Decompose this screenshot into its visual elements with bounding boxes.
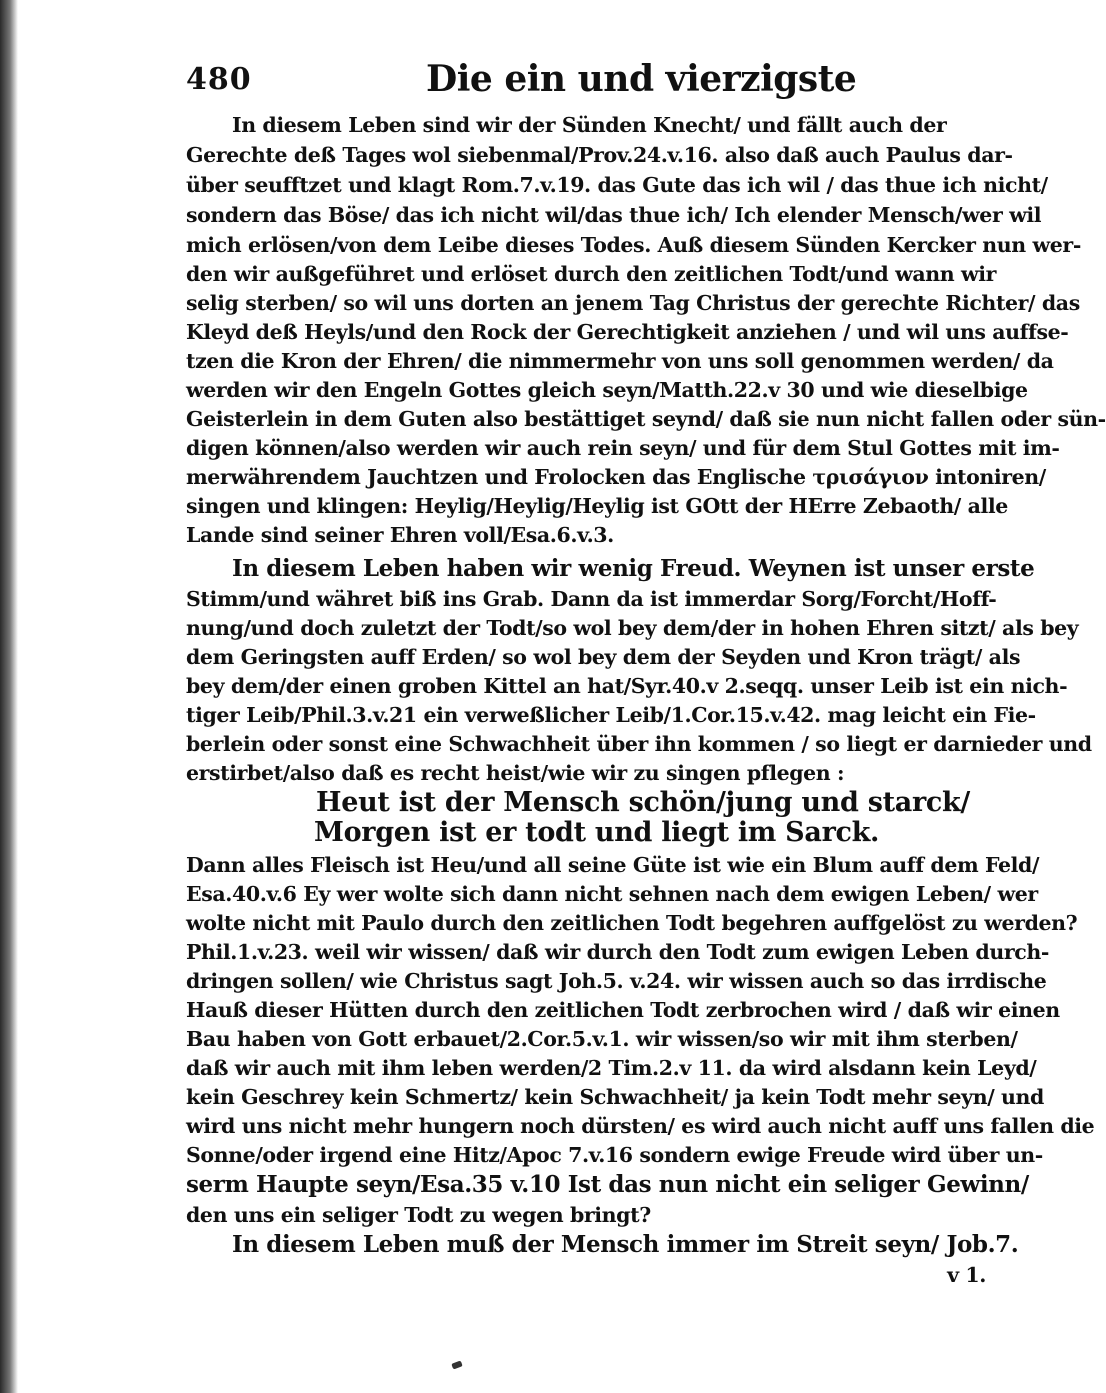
text-line: singen und klingen: Heylig/Heylig/Heylig ist GOtt der HErre Zebaoth/ alle xyxy=(186,494,1008,518)
text-line: den uns ein seliger Todt zu wegen bringt? xyxy=(186,1203,651,1227)
page-number: 480 xyxy=(186,62,252,97)
text-line: tiger Leib/Phil.3.v.21 ein verweßlicher Leib/1.Cor.15.v.42. mag leicht ein Fie- xyxy=(186,703,1036,727)
text-line: digen können/also werden wir auch rein seyn/ und für dem Stul Gottes mit im- xyxy=(186,436,1060,460)
text-line: werden wir den Engeln Gottes gleich seyn/Matth.22.v 30 und wie dieselbige xyxy=(186,378,1028,402)
text-line: Lande sind seiner Ehren voll/Esa.6.v.3. xyxy=(186,523,614,547)
text-line: serm Haupte seyn/Esa.35 v.10 Ist das nun nicht ein seliger Gewinn/ xyxy=(186,1171,1029,1198)
text-line: Phil.1.v.23. weil wir wissen/ daß wir durch den Todt zum ewigen Leben durch- xyxy=(186,940,1049,964)
text-line: In diesem Leben muß der Mensch immer im Streit seyn/ Job.7. xyxy=(232,1231,1019,1258)
text-line: mich erlösen/von dem Leibe dieses Todes. Auß diesem Sünden Kercker nun wer- xyxy=(186,233,1081,257)
text-line: sondern das Böse/ das ich nicht wil/das thue ich/ Ich elender Mensch/wer wil xyxy=(186,203,1042,227)
text-line: berlein oder sonst eine Schwachheit über ihn kommen / so liegt er darnieder und xyxy=(186,732,1092,756)
text-line: Bau haben von Gott erbauet/2.Cor.5.v.1. wir wissen/so wir mit ihm sterben/ xyxy=(186,1027,1018,1051)
text-line: daß wir auch mit ihm leben werden/2 Tim.2.v 11. da wird alsdann kein Leyd/ xyxy=(186,1056,1037,1080)
verse-line: Heut ist der Mensch schön/jung und starck/ xyxy=(316,787,970,818)
text-line: Kleyd deß Heyls/und den Rock der Gerechtigkeit anziehen / und wil uns auffse- xyxy=(186,320,1069,344)
text-line: den wir außgeführet und erlöset durch den zeitlichen Todt/und wann wir xyxy=(186,262,997,286)
text-line: Gerechte deß Tages wol siebenmal/Prov.24.v.16. also daß auch Paulus dar- xyxy=(186,143,1013,167)
text-line: dem Geringsten auff Erden/ so wol bey dem der Seyden und Kron trägt/ als xyxy=(186,645,1021,669)
text-line: wird uns nicht mehr hungern noch dürsten/ es wird auch nicht auff uns fallen die xyxy=(186,1114,1095,1138)
text-line: Dann alles Fleisch ist Heu/und all seine Güte ist wie ein Blum auff dem Feld/ xyxy=(186,853,1040,877)
text-line: erstirbet/also daß es recht heist/wie wir zu singen pflegen : xyxy=(186,761,845,785)
text-line: Esa.40.v.6 Ey wer wolte sich dann nicht sehnen nach dem ewigen Leben/ wer xyxy=(186,882,1038,906)
text-line: Geisterlein in dem Guten also bestättiget seynd/ daß sie nun nicht fallen oder sün- xyxy=(186,407,1106,431)
text-line: In diesem Leben sind wir der Sünden Knecht/ und fällt auch der xyxy=(232,113,947,137)
text-line: nung/und doch zuletzt der Todt/so wol bey dem/der in hohen Ehren sitzt/ als bey xyxy=(186,616,1079,640)
text-line: Stimm/und währet biß ins Grab. Dann da ist immerdar Sorg/Forcht/Hoff- xyxy=(186,587,997,611)
text-line: wolte nicht mit Paulo durch den zeitlichen Todt begehren auffgelöst zu werden? xyxy=(186,911,1078,935)
text-line: In diesem Leben haben wir wenig Freud. Weynen ist unser erste xyxy=(232,555,1035,582)
text-line: tzen die Kron der Ehren/ die nimmermehr von uns soll genommen werden/ da xyxy=(186,349,1054,373)
page-header xyxy=(186,58,1006,108)
text-line: kein Geschrey kein Schmertz/ kein Schwachheit/ ja kein Todt mehr seyn/ und xyxy=(186,1085,1044,1109)
page-binding-shadow xyxy=(0,0,18,1393)
ink-speck xyxy=(451,1360,462,1369)
text-line: selig sterben/ so wil uns dorten an jenem Tag Christus der gerechte Richter/ das xyxy=(186,291,1080,315)
text-line: Hauß dieser Hütten durch den zeitlichen Todt zerbrochen wird / daß wir einen xyxy=(186,998,1060,1022)
verse-line: Morgen ist er todt und liegt im Sarck. xyxy=(314,817,880,848)
text-line: über seufftzet und klagt Rom.7.v.19. das Gute das ich wil / das thue ich nicht/ xyxy=(186,173,1048,197)
text-line: merwährendem Jauchtzen und Frolocken das Englische τρισάγιον intoniren/ xyxy=(186,465,1046,489)
text-line: bey dem/der einen groben Kittel an hat/Syr.40.v 2.seqq. unser Leib ist ein nich- xyxy=(186,674,1068,698)
catchword: v 1. xyxy=(947,1263,986,1287)
running-title: Die ein und vierzigste xyxy=(426,58,857,100)
text-line: dringen sollen/ wie Christus sagt Joh.5. v.24. wir wissen auch so das irrdische xyxy=(186,969,1047,993)
text-line: Sonne/oder irgend eine Hitz/Apoc 7.v.16 sondern ewige Freude wird über un- xyxy=(186,1143,1043,1167)
